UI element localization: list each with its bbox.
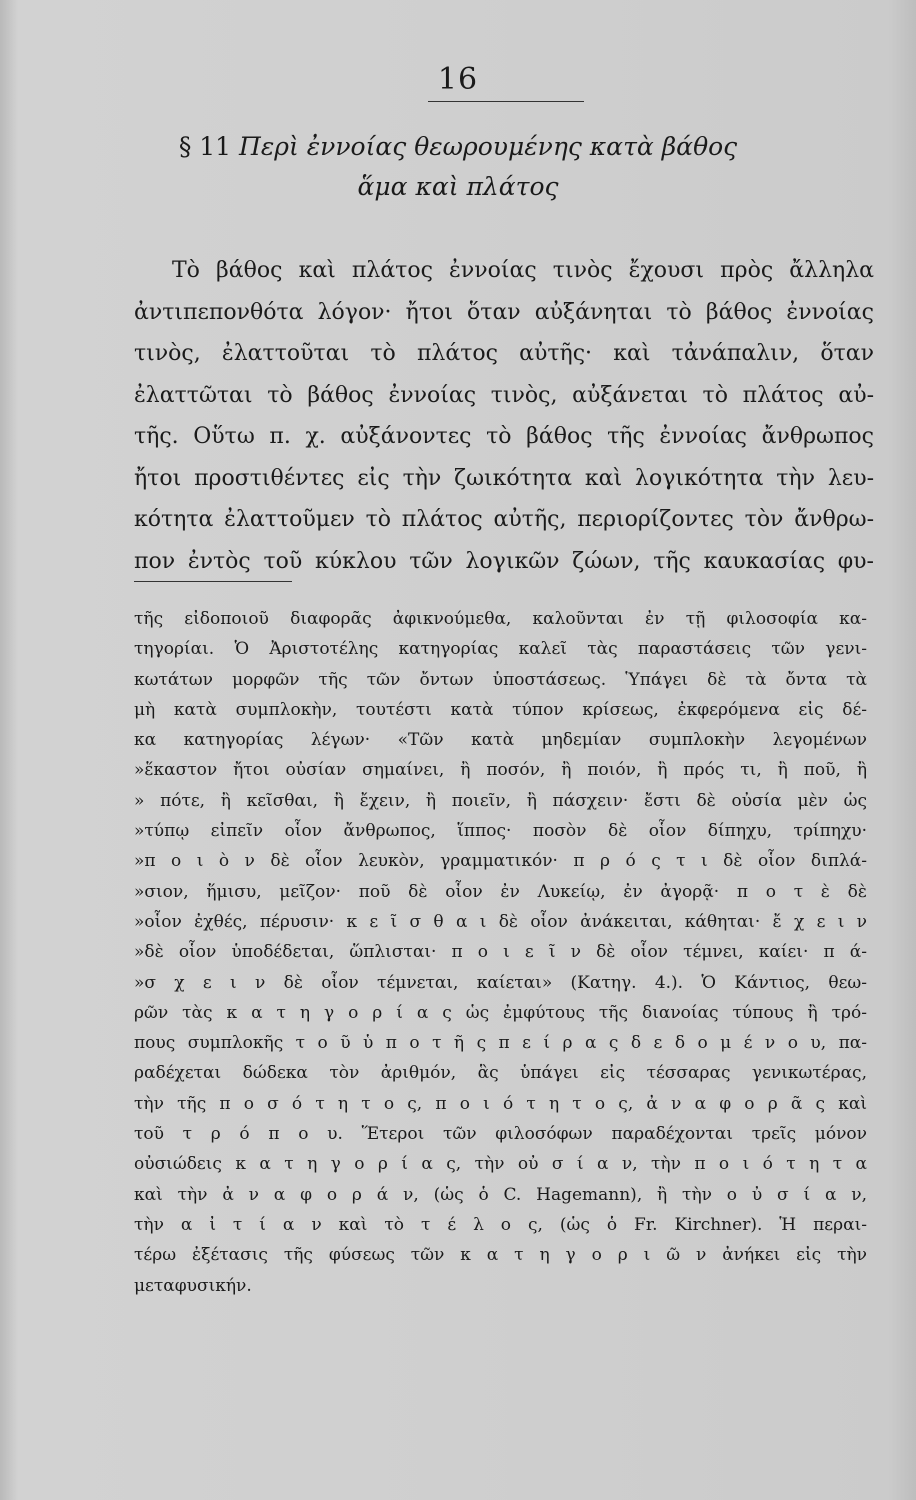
footnote-block (134, 604, 867, 1301)
footnote-line: οὐσιώδεις κ α τ η γ ο ρ ί α ς, τὴν οὐ σ ί α ν, τὴν π ο ι ό τ η τ α (134, 1154, 867, 1175)
footnote-line: » πότε, ἢ κεῖσθαι, ἢ ἔχειν, ἢ ποιεῖν, ἢ πάσχειν· ἔστι δὲ οὐσία μὲν ὡς (134, 790, 867, 811)
body-line: Τὸ βάθος καὶ πλάτος ἐννοίας τινὸς ἔχουσι πρὸς ἄλληλα (172, 258, 874, 283)
body-line: ἤτοι προστιθέντες εἰς τὴν ζωικότητα καὶ λογικότητα τὴν λευ- (134, 465, 874, 491)
footnote-line: μὴ κατὰ συμπλοκὴν, τουτέστι κατὰ τύπον κρίσεως, ἐκφερόμενα εἰς δέ- (134, 699, 867, 720)
footnote-separator (134, 581, 292, 582)
footnote-line: »ἕκαστον ἤτοι οὐσίαν σημαίνει, ἢ ποσόν, ἢ ποιόν, ἢ πρός τι, ἢ ποῦ, ἢ (134, 760, 867, 781)
footnote-line: τὴν τῆς π ο σ ό τ η τ ο ς, π ο ι ό τ η τ ο ς, ἀ ν α φ ο ρ ᾶ ς καὶ (134, 1093, 867, 1114)
footnote-line: τηγορίαι. Ὁ Ἀριστοτέλης κατηγορίας καλεῖ τὰς παραστάσεις τῶν γενι- (134, 639, 867, 660)
footnote-line: »τύπῳ εἰπεῖν οἷον ἄνθρωπος, ἵππος· ποσὸν δὲ οἷον δίπηχυ, τρίπηχυ· (134, 821, 867, 842)
body-line: κότητα ἐλαττοῦμεν τὸ πλάτος αὐτῆς, περιορίζοντες τὸν ἄνθρω- (134, 507, 874, 532)
footnote-line: κωτάτων μορφῶν τῆς τῶν ὄντων ὑποστάσεως. Ὑπάγει δὲ τὰ ὄντα τὰ (134, 669, 867, 690)
footnote-line: τῆς εἰδοποιοῦ διαφορᾶς ἀφικνούμεθα, καλοῦνται ἐν τῇ φιλοσοφία κα- (134, 609, 867, 629)
body-line: τινὸς, ἐλαττοῦται τὸ πλάτος αὐτῆς· καὶ τἀνάπαλιν, ὅταν (134, 341, 874, 366)
footnote-line: ρῶν τὰς κ α τ η γ ο ρ ί α ς ὡς ἐμφύτους τῆς διανοίας τύπους ἢ τρό- (134, 1002, 867, 1023)
footnote-line: τὴν α ἰ τ ί α ν καὶ τὸ τ έ λ ο ς, (ὡς ὁ Fr. Kirchner). Ἡ περαι- (134, 1214, 867, 1235)
section-number: § 11 (178, 132, 232, 161)
section-title-part-2: ἅμα καὶ πλάτος (357, 172, 559, 201)
header-rule (428, 101, 584, 102)
footnote-line: »σ χ ε ι ν δὲ οἷον τέμνεται, καίεται» (Κατηγ. 4.). Ὁ Κάντιος, θεω- (134, 972, 867, 993)
section-heading-line-2 (0, 167, 916, 207)
section-title-part-1: Περὶ ἐννοίας θεωρουμένης κατὰ βάθος (239, 132, 738, 161)
footnote-line: τοῦ τ ρ ό π ο υ. Ἕτεροι τῶν φιλοσόφων παραδέχονται τρεῖς μόνον (134, 1124, 867, 1145)
footnote-line: ραδέχεται δώδεκα τὸν ἀριθμόν, ἃς ὑπάγει εἰς τέσσαρας γενικωτέρας, (134, 1063, 867, 1084)
footnote-line: »σιον, ἥμισυ, μεῖζον· ποῦ δὲ οἷον ἐν Λυκείῳ, ἐν ἀγορᾷ· π ο τ ὲ δὲ (134, 881, 867, 902)
footnote-line: »δὲ οἷον ὑποδέδεται, ὥπλισται· π ο ι ε ῖ ν δὲ οἷον τέμνει, καίει· π ά- (134, 942, 867, 963)
footnote-line: πους συμπλοκῆς τ ο ῦ ὑ π ο τ ῆ ς π ε ί ρ α ς δ ε δ ο μ έ ν ο υ, πα- (134, 1033, 867, 1054)
body-line: πον ἐντὸς τοῦ κύκλου τῶν λογικῶν ζώων, τῆς καυκασίας φυ- (134, 548, 874, 574)
footnote-line: καὶ τὴν ἀ ν α φ ο ρ ά ν, (ὡς ὁ C. Hagemann), ἢ τὴν ο ὐ σ ί α ν, (134, 1184, 867, 1205)
section-heading (0, 127, 916, 207)
section-heading-line-1 (0, 127, 916, 167)
page-number: 16 (437, 62, 479, 97)
footnote-line: τέρω ἐξέτασις τῆς φύσεως τῶν κ α τ η γ ο ρ ι ῶ ν ἀνήκει εἰς τὴν (134, 1245, 867, 1266)
body-paragraph (134, 250, 874, 582)
body-line: ἀντιπεπονθότα λόγον· ἤτοι ὅταν αὐξάνηται τὸ βάθος ἐννοίας (134, 299, 874, 325)
footnote-line: μεταφυσικήν. (134, 1275, 252, 1296)
footnote-line: »οἷον ἐχθές, πέρυσιν· κ ε ῖ σ θ α ι δὲ οἷον ἀνάκειται, κάθηται· ἔ χ ε ι ν (134, 911, 867, 932)
body-line: ἐλαττῶται τὸ βάθος ἐννοίας τινὸς, αὐξάνεται τὸ πλάτος αὐ- (134, 382, 874, 408)
footnote-line: κα κατηγορίας λέγων· «Τῶν κατὰ μηδεμίαν συμπλοκὴν λεγομένων (134, 730, 867, 751)
footnote-line: »π ο ι ὸ ν δὲ οἷον λευκὸν, γραμματικόν· π ρ ό ς τ ι δὲ οἷον διπλά- (134, 851, 867, 872)
body-line: τῆς. Οὕτω π. χ. αὐξάνοντες τὸ βάθος τῆς ἐννοίας ἄνθρωπος (134, 424, 874, 449)
